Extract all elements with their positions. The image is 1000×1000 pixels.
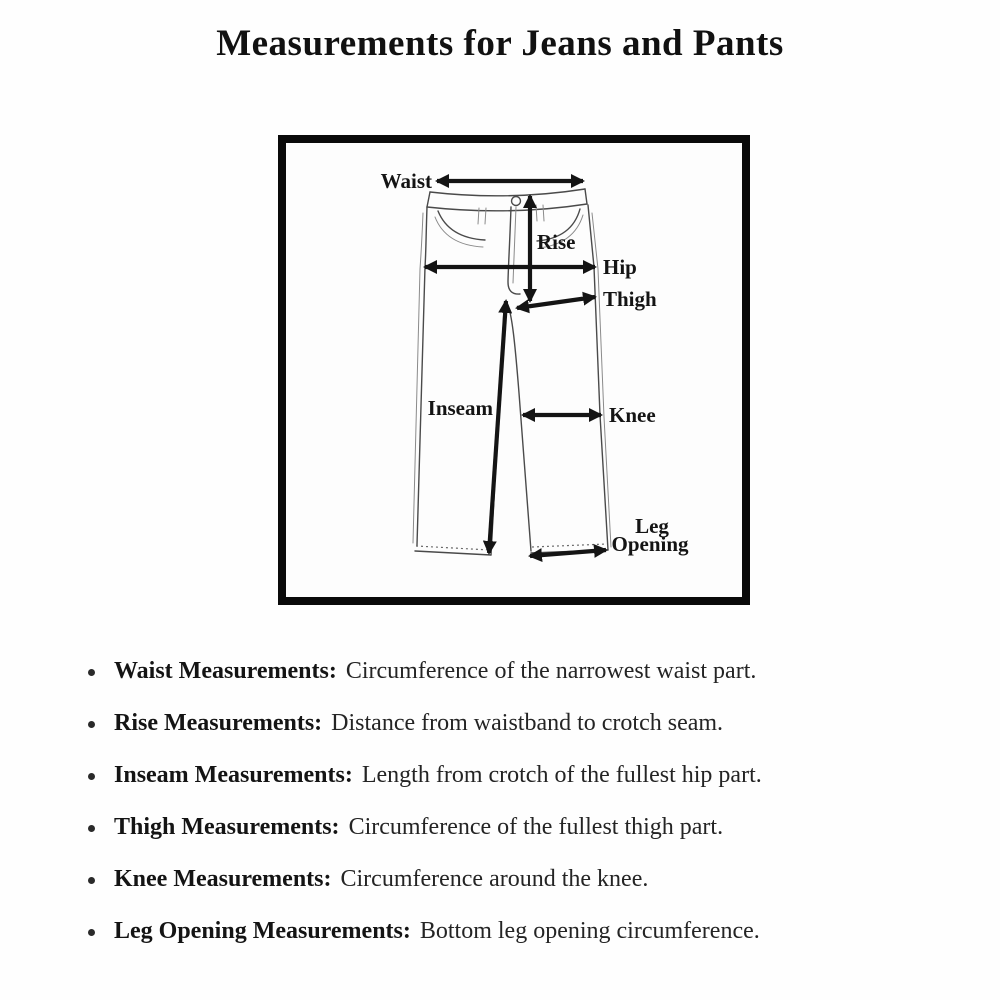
definition-item-inseam — [88, 760, 948, 790]
right-inner-seam — [507, 303, 531, 551]
definition-item-leg-opening — [88, 916, 948, 946]
jeans-outline-drawing — [413, 189, 611, 555]
definition-description: Distance from waistband to crotch seam. — [331, 710, 724, 736]
pocket-left-opening — [438, 211, 485, 240]
left-outer-seam — [417, 207, 427, 545]
waistband-bottom-line — [427, 204, 587, 211]
left-hem — [415, 551, 491, 555]
jeans-measurement-diagram — [278, 135, 750, 605]
page-title: Measurements for Jeans and Pants — [216, 23, 784, 64]
definition-description: Circumference around the knee. — [340, 866, 649, 892]
bullet-icon — [88, 877, 95, 884]
definition-description: Circumference of the fullest thigh part. — [348, 814, 724, 840]
inseam-arrow — [489, 301, 506, 553]
definition-description: Bottom leg opening circumference. — [419, 918, 760, 944]
leg-opening-arrow — [530, 550, 606, 556]
pocket-left-stitch — [435, 217, 483, 247]
definition-term: Thigh Measurements: — [114, 814, 340, 840]
bullet-icon — [88, 721, 95, 728]
bullet-icon — [88, 669, 95, 676]
waist-label: Waist — [380, 169, 432, 193]
belt-loop-right — [536, 205, 544, 221]
definition-item-knee — [88, 864, 948, 894]
bullet-icon — [88, 825, 95, 832]
bullet-icon — [88, 929, 95, 936]
jeans-diagram-svg — [286, 143, 742, 597]
definition-term: Inseam Measurements: — [114, 762, 353, 788]
fly-center-line — [513, 207, 516, 283]
rise-label: Rise — [537, 230, 576, 254]
waistband-button — [512, 197, 521, 206]
definition-term: Knee Measurements: — [114, 866, 332, 892]
hip-label: Hip — [603, 255, 637, 279]
definition-item-waist — [88, 656, 948, 686]
leg-opening-label-line1: Leg — [635, 514, 669, 538]
definition-description: Length from crotch of the fullest hip part. — [361, 762, 762, 788]
knee-label: Knee — [609, 403, 656, 427]
leg-opening-label-line2: Opening — [611, 532, 689, 556]
waistband-top-line — [430, 189, 585, 196]
measurement-arrows — [425, 181, 606, 556]
definition-description: Circumference of the narrowest waist part. — [345, 658, 757, 684]
right-hem-stitch — [532, 544, 607, 547]
definition-term: Leg Opening Measurements: — [114, 918, 411, 944]
left-hem-stitch — [416, 546, 490, 550]
thigh-label: Thigh — [603, 287, 657, 311]
definitions-list — [88, 656, 948, 968]
definition-term: Waist Measurements: — [114, 658, 337, 684]
definition-item-thigh — [88, 812, 948, 842]
definition-term: Rise Measurements: — [114, 710, 323, 736]
inseam-label: Inseam — [427, 396, 493, 420]
bullet-icon — [88, 773, 95, 780]
definition-item-rise — [88, 708, 948, 738]
